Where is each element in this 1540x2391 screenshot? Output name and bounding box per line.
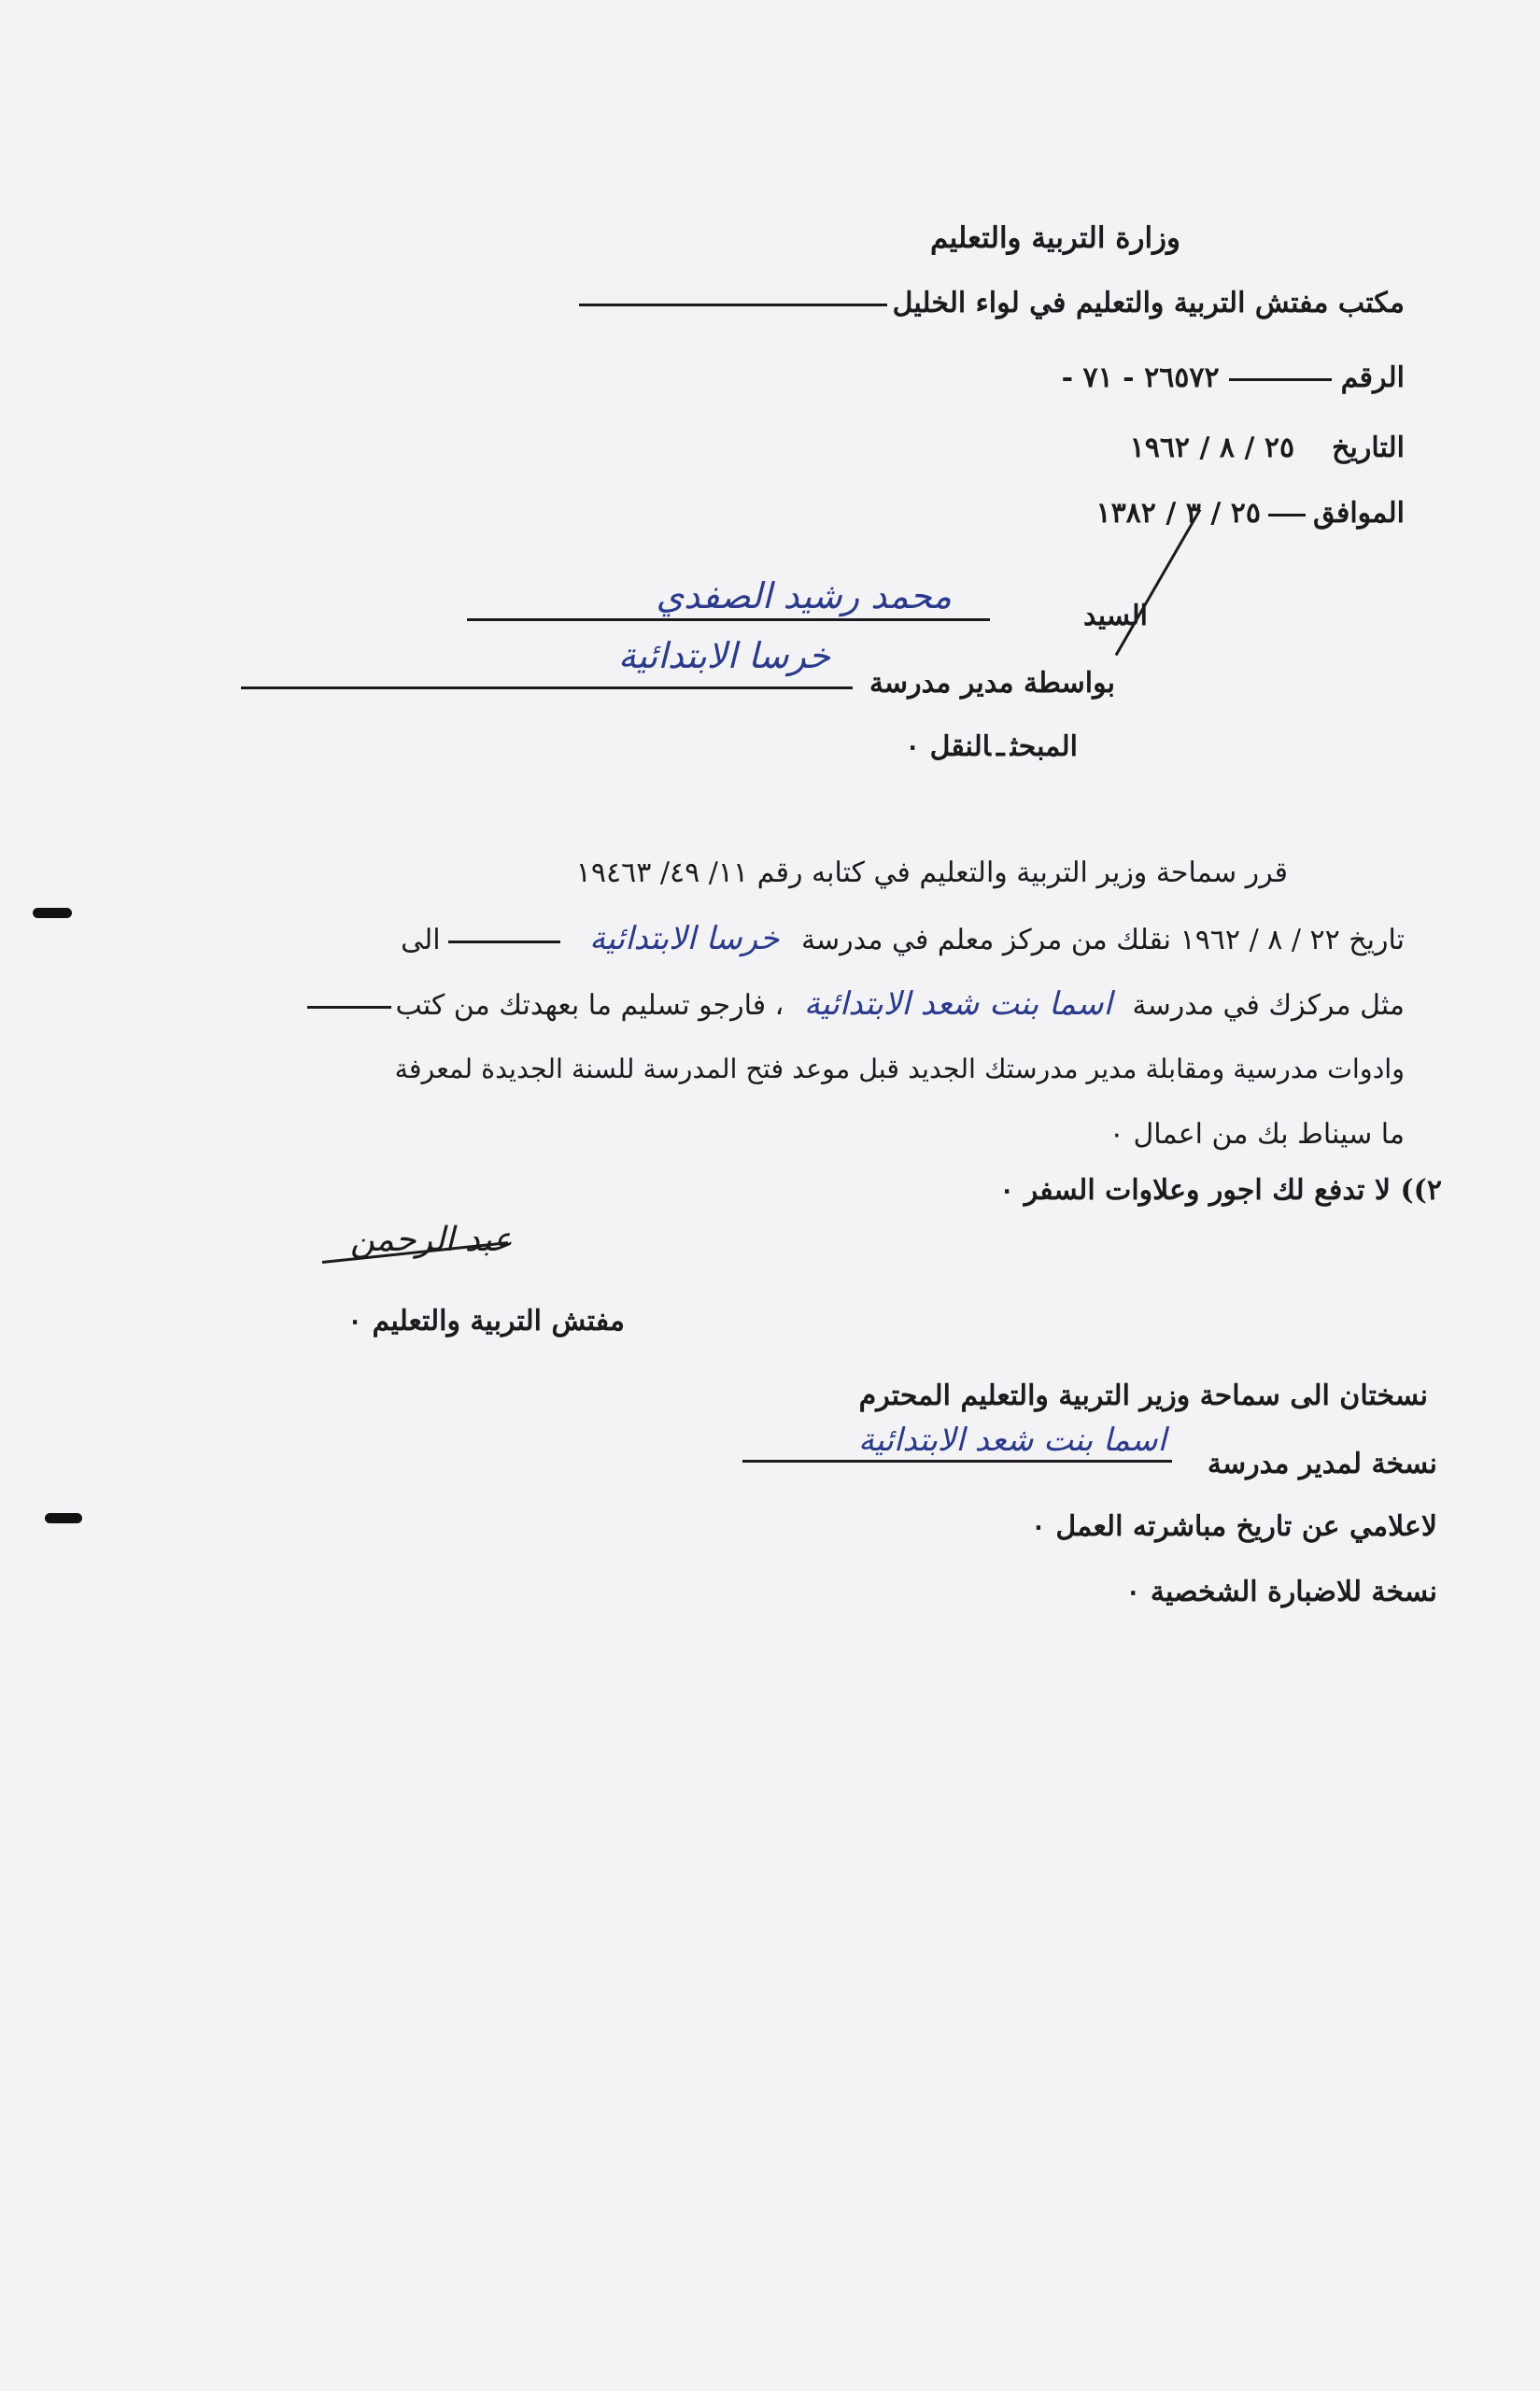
recipient-name: محمد رشيد الصفدي [656,575,952,616]
body-line-3-a: مثل مركزك في مدرسة [1132,989,1405,1022]
recipient-mr-label: السيد [1082,600,1148,632]
body-line-2-underline [448,941,560,943]
copies-line-1: نسختان الى سماحة وزير التربية والتعليم المحترم [858,1379,1428,1412]
copies-line-2-underline [742,1460,1172,1463]
ref-underline [1229,378,1332,381]
hijri-underline [1268,514,1306,516]
date-label: التاريخ [1332,432,1405,464]
body-line-2-b: الى [401,924,441,956]
date-line [1130,430,1405,467]
via-label: بواسطة مدير مدرسة [869,667,1115,700]
body-line-1: قرر سماحة وزير التربية والتعليم في كتابه رقم ١١/ ٤٩/ ١٩٤٦٣ [575,856,1288,889]
office-name [579,285,1405,322]
body-line-6: ٢)) لا تدفع لك اجور وعلاوات السفر ٠ [999,1174,1442,1207]
ref-line [1062,360,1405,397]
ref-label: الرقم [1340,361,1405,394]
body-line-5: ما سيناط بك من اعمال ٠ [1109,1118,1405,1151]
body-line-3-b: ، فارجو تسليم ما بعهدتك من كتب [395,989,784,1022]
office-name-text: مكتب مفتش التربية والتعليم في لواء الخليل [892,287,1405,319]
body-line-4: وادوات مدرسية ومقابلة مدير مدرستك الجديد قبل موعد فتح المدرسة للسنة الجديدة لمعرفة [394,1054,1405,1084]
copies-line-2-label: نسخة لمدير مدرسة [1207,1448,1437,1480]
punch-mark-top [33,908,72,918]
copies-line-3: لاعلامي عن تاريخ مباشرته العمل ٠ [1030,1510,1437,1543]
body-line-2-school: خرسا الابتدائية [589,920,780,957]
hijri-label: الموافق [1312,497,1405,530]
body-line-2-a: تاريخ ٢٢ / ٨ / ١٩٦٢ نقلك من مركز معلم في مدرسة [800,924,1405,956]
subject-value: النقل ٠ [905,730,991,763]
punch-mark-bottom [45,1513,82,1523]
recipient-name-line [467,618,990,621]
office-underline [579,304,887,306]
ministry-name: وزارة التربية والتعليم [929,221,1180,255]
signature-title: مفتش التربية والتعليم ٠ [346,1305,625,1337]
body-line-3-school: اسما بنت شعد الابتدائية [803,985,1112,1023]
copies-line-2-school: اسما بنت شعد الابتدائية [857,1422,1166,1459]
hijri-date-line [1095,495,1405,532]
body-line-2 [401,920,1405,959]
ref-value: ٢٦٥٧٢ - ٧١ - [1061,361,1220,394]
date-value: ٢٥ / ٨ / ١٩٦٢ [1129,432,1295,464]
copies-line-4: نسخة للاضبارة الشخصية ٠ [1125,1576,1437,1608]
body-line-3 [307,985,1405,1025]
hijri-value: ٢٥ / ٣ / ١٣٨٢ [1095,497,1261,530]
body-line-3-underline [307,1006,391,1009]
subject-line: المبحثـالنقل ٠ [905,730,1078,763]
via-school-line [241,686,853,689]
subject-label: المبحث [1010,730,1078,763]
via-school: خرسا الابتدائية [617,635,830,676]
signature: عبد الرحمن [350,1221,513,1259]
